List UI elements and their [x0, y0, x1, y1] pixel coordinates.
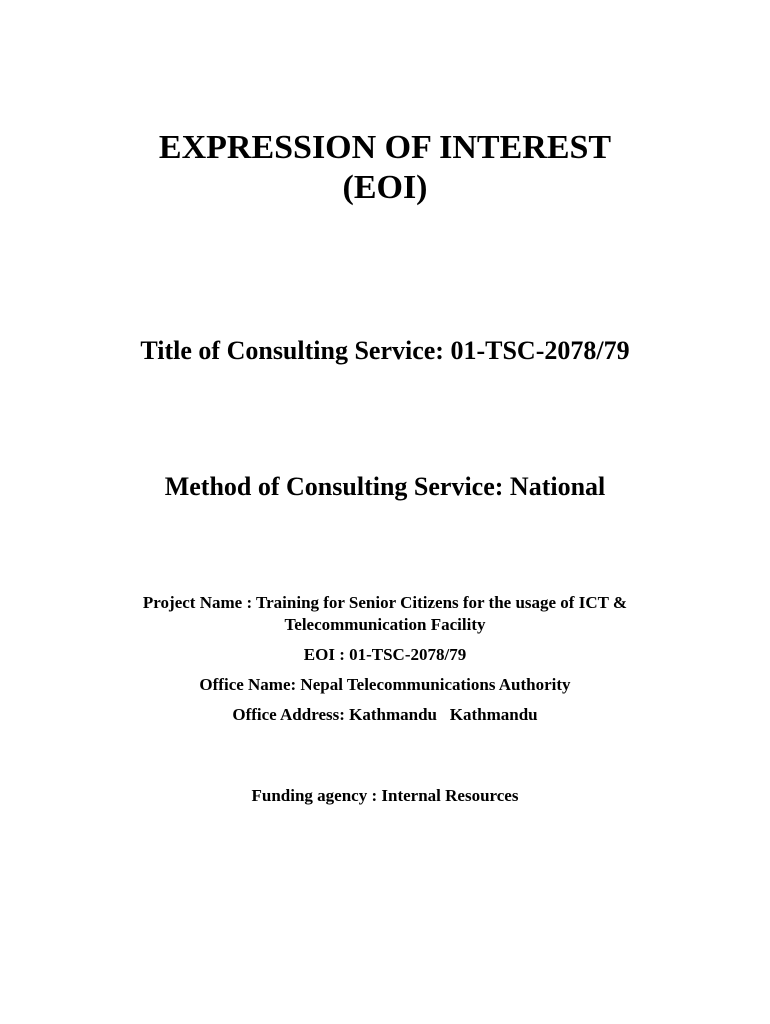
funding-agency: Funding agency : Internal Resources: [251, 786, 519, 805]
document-title: EXPRESSION OF INTEREST: [158, 129, 612, 166]
office-address-city: Kathmandu: [449, 705, 538, 724]
office-address-label: Office Address: Kathmandu: [232, 705, 438, 724]
office-address: [0, 704, 770, 725]
consulting-service-method: Method of Consulting Service: National: [164, 472, 606, 501]
project-name-line-1: Project Name : Training for Senior Citizens for the usage of ICT &: [142, 593, 628, 612]
document-title-abbreviation: (EOI): [342, 169, 428, 206]
office-address-separator: [437, 705, 450, 724]
office-name: Office Name: Nepal Telecommunications Authority: [199, 675, 571, 694]
consulting-service-title: Title of Consulting Service: 01-TSC-2078/79: [140, 336, 630, 365]
eoi-number: EOI : 01-TSC-2078/79: [303, 645, 467, 664]
project-name-line-2: Telecommunication Facility: [284, 615, 486, 634]
